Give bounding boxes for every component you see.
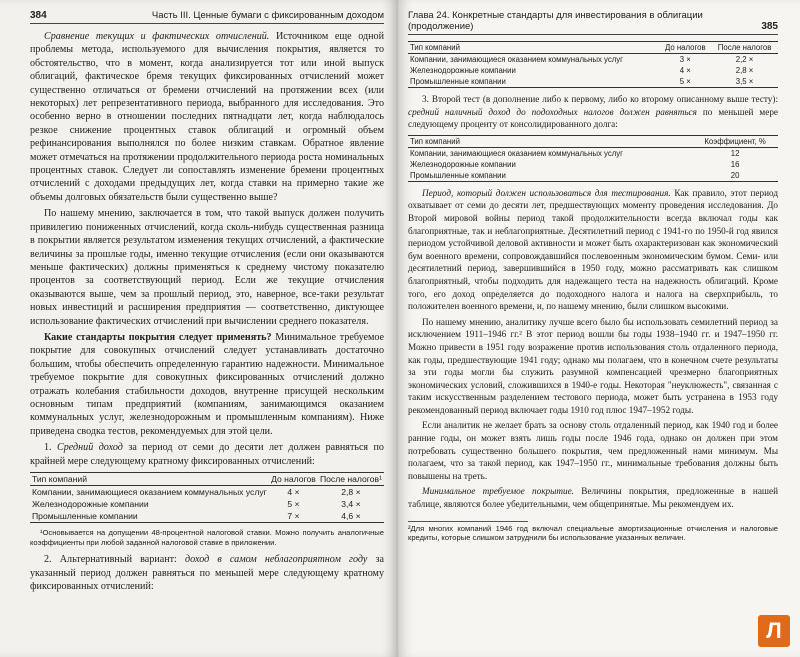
paragraph: По нашему мнению, заключается в том, что такой выпуск должен получить привилегию пониженных отчислений, когда сколь-нибудь существенная разница в покрытии является результатом изменения текущих отчислений, а фактические величины за прошлые годы, именно текущие отчисления (если они оказываются меньше фактических) должны применяться к среднему чистому показателю процентов за соответствующий период. Если же текущие отчисления оказываются выше, чем за прошлый период, это, наверное, все-таки результат новых инвестиций и расширения предприятия — соответственно, диктующее использование фактических отчислений при вычислении среднего показателя. — [30, 208, 384, 327]
table-cell: Железнодорожные компании — [410, 66, 516, 75]
table-row — [30, 486, 384, 499]
paragraph — [30, 553, 384, 593]
coverage-table-worst-year — [408, 41, 778, 88]
table-note: ¹Основывается на допущении 48-процентной налоговой ставки. Можно получить аналогичные коэффициенты при любой заданной налоговой ставке в приложении. — [30, 528, 384, 547]
table-row — [408, 76, 778, 88]
emphasis: средний наличный доход до подоходных налогов должен равняться — [408, 106, 697, 117]
running-head-title: Часть III. Ценные бумаги с фиксированным доходом — [151, 10, 384, 21]
paragraph — [30, 30, 384, 204]
table-cell: Промышленные компании — [408, 76, 659, 88]
table-row — [408, 54, 778, 66]
table-row — [408, 147, 778, 159]
table-cell: 2,8 × — [341, 487, 361, 497]
paragraph — [30, 331, 384, 438]
table-cell: Компании, занимающиеся оказанием коммунальных услуг — [32, 487, 267, 497]
table-cell: Промышленные компании — [408, 170, 692, 182]
table-cell: 4 × — [679, 66, 691, 75]
paragraph: Если аналитик не желает брать за основу столь отдаленный период, как 1940 год и более ранние годы, он может взять лишь годы после 1946 года, однако он должен при этом потребовать существенно большего покрытия, чем предложенный нами минимум. Мы полагаем, что за такой период, как 1947–1950 гг., минимальные требования должны быть повышены на треть. — [408, 420, 778, 481]
table-cell: 2,2 × — [735, 55, 754, 64]
running-head — [408, 10, 778, 35]
paragraph-lead: Сравнение текущих и фактических отчислений. — [44, 31, 270, 42]
publisher-logo-icon — [758, 615, 790, 647]
table-header: После налогов¹ — [318, 473, 384, 486]
table-cell: 3,5 × — [711, 76, 778, 88]
running-head-title: Глава 24. Конкретные стандарты для инвестирования в облигации (продолжение) — [408, 10, 703, 32]
table-cell: Железнодорожные компании — [32, 499, 149, 509]
paragraph-body: Источником еще одной проблемы метода, используемого для вычисления покрытия, является то обстоятельство, что в момент, когда анализируется тот или иной выпуск облигаций, фактическое бремя текущих фиксированных отчислений может существенно отличаться от бремени отчислений на протяжении всех (или некоторых) лет репрезентативного периода, выбранного для исследования. Это особенно верно в отношении последних пятнадцати лет, когда наблюдалось резкое снижение процентных ставок облигаций и огромный объем рефинансирования выполнялся по более низким ставкам. Обратное явление может отмечаться на протяжении продолжительного периода роста номинальных процентных ставок. Следует ли сопоставлять изменение бремени процентных отчислений с доходами предыдущих лет, когда ставки на примерно такие же объемы долговых обязательств были существенно выше? — [30, 31, 384, 203]
table-row — [408, 170, 778, 182]
list-number: 2. Альтернативный вариант: — [44, 554, 186, 566]
table-cell: 2,8 × — [735, 66, 754, 75]
coverage-table — [30, 472, 384, 523]
debt-ratio-table — [408, 135, 778, 182]
table-cell: Компании, занимающиеся оказанием коммунальных услуг — [410, 148, 624, 158]
table-cell: 3,4 × — [341, 499, 361, 509]
paragraph — [408, 485, 778, 510]
right-page — [398, 0, 800, 657]
emphasis: Средний доход — [57, 442, 123, 454]
footnote: ²Для многих компаний 1946 год включал специальные амортизационные отчисления и налоговые кредиты, которые слишком затруднили бы использование указанных величин. — [408, 523, 778, 543]
table-header: Тип компаний — [408, 42, 659, 54]
paragraph-lead: Какие стандарты покрытия следует применять? — [44, 331, 272, 343]
table-cell: Компании, занимающиеся оказанием коммунальных услуг — [410, 55, 624, 64]
table-row — [30, 510, 384, 523]
table-cell: 4,6 × — [318, 510, 384, 523]
table-cell: 3 × — [679, 55, 691, 64]
logo-glyph: Л — [766, 618, 782, 643]
table-row — [30, 498, 384, 510]
table-cell: 5 × — [287, 499, 300, 509]
table-cell: 4 × — [287, 487, 300, 497]
emphasis: доход в самом неблагоприятном году — [185, 554, 368, 566]
paragraph-body: по меньшей мере следующему проценту от консолидированного долга: — [408, 106, 778, 130]
paragraph-body: Величины покрытия, предложенные в нашей таблице, являются более убедительными, чем общепринятые. Мы рекомендуем их. — [408, 486, 778, 510]
table-cell: 12 — [730, 148, 740, 158]
table-header: Коэффициент, % — [692, 135, 778, 147]
table-header: До налогов — [659, 42, 711, 54]
paragraph — [408, 93, 778, 131]
page-number: 385 — [761, 21, 778, 32]
table-cell: 16 — [730, 159, 740, 169]
page-number: 384 — [30, 10, 47, 21]
left-page — [0, 0, 398, 657]
paragraph: По нашему мнению, аналитику лучше всего было бы использовать семилетний период за исключением 1911–1946 гг.² В этот период вошли бы годы 1938–1940 гг. и 1947–1950 гг. Можно привести в 1951 году возражение против использования столь отдаленного периода, как годы, предшествующие 1941 году; однако мы полагаем, что в конечном счете результаты за эти годы могли бы служить разумной компенсацией чрезмерно благоприятных экономических условий, сложившихся в 1940-е годы. Некоторая "неуклюжесть", связанная с таким искусственным разделением тестового периода, может быть устранена в 1953 году рекомендованный период включает годы 1910 год плюс 1947–1952 годы. — [408, 316, 778, 415]
table-header: После налогов — [711, 42, 778, 54]
running-head — [30, 10, 384, 24]
table-cell: 7 × — [269, 510, 318, 523]
paragraph-lead: Период, который должен использоваться для тестирования. — [422, 187, 671, 198]
paragraph-lead: Минимальное требуемое покрытие. — [422, 486, 574, 497]
paragraph — [408, 187, 778, 313]
table-header: Тип компаний — [408, 135, 692, 147]
paragraph-body: за период от семи до десяти лет должен равняться по крайней мере следующему кратному фиксированных отчислений: — [30, 442, 384, 467]
table-cell: 20 — [692, 170, 778, 182]
table-row — [408, 159, 778, 170]
paragraph-prefix: 3. Второй тест (в дополнение либо к первому, либо ко второму описанному выше тесту): — [422, 94, 778, 104]
paragraph-body: Как правило, этот период охватывает от семи до десяти лет, предшествующих моменту проведения исследования. До Второй мировой войны период такой продолжительности всегда включал годы как благоприятные, так и неблагоприятные. Десятилетний период с 1941-го по 1950-й год явился периодом устойчивой деловой активности и может быть охарактеризован как экономический бум военного времени, сопровождавшийся послевоенным экономическим бумом. Семи- или десятилетний период, завершившийся в 1950 году, можно рассматривать как слишком благоприятный, чтобы подходить для надежащего теста на надежность облигаций. Кроме того, его доход определяется до подоходного налога и налога на сверхприбыль, то положителен военного времени, и, по нашему мнению, были слишком высокими. — [408, 187, 778, 312]
table-header: До налогов — [269, 473, 318, 486]
table-cell: Промышленные компании — [30, 510, 269, 523]
table-header: Тип компаний — [30, 473, 269, 486]
footnote-rule — [408, 521, 528, 522]
table-cell: Железнодорожные компании — [410, 159, 516, 169]
paragraph — [30, 441, 384, 468]
table-cell: 5 × — [659, 76, 711, 88]
list-number: 1. — [44, 442, 58, 454]
table-row — [408, 65, 778, 76]
paragraph-body: за указанный период должен равняться по меньшей мере следующему кратному фиксированных отчислений: — [30, 554, 384, 592]
paragraph-body: Минимальное требуемое покрытие для совокупных отчислений следует устанавливать достаточно большим, чтобы обеспечить определенную гарантию надежности. Минимальное требуемое покрытие для совокупных фиксированных отчислений должно отражать колебания стабильности доходов, внутренне присущей нескольким основным типам предприятий (компаниям, занимающимся оказанием коммунальных услуг, железнодорожным и промышленным компаниям). Ниже приведена сводка тестов, рекомендуемых для этой цели. — [30, 331, 384, 437]
